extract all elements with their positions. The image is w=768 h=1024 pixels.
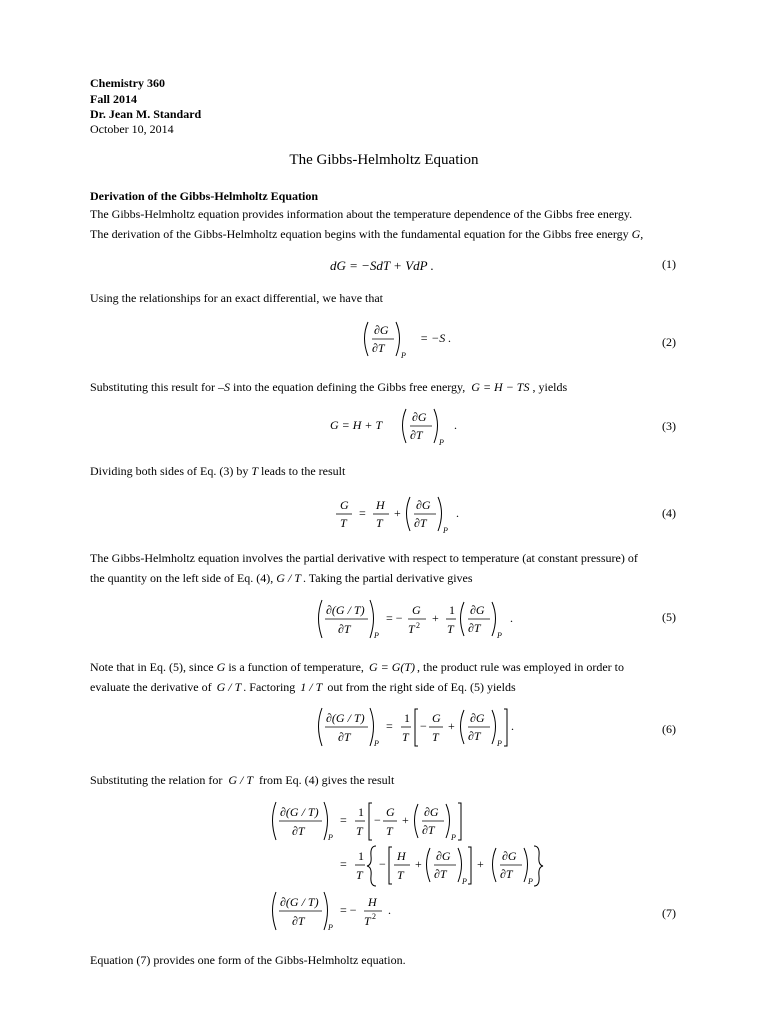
inline-equation-g-h-ts: G = H − TS: [471, 380, 530, 394]
svg-text:P: P: [443, 526, 448, 535]
svg-text:T: T: [376, 516, 383, 530]
svg-text:.: .: [388, 903, 391, 917]
svg-text:−: −: [420, 719, 427, 733]
svg-text:1: 1: [358, 849, 364, 863]
svg-text:T: T: [432, 730, 439, 744]
text-run: , the product rule was employed in order to: [417, 660, 624, 674]
equation-number-5: (5): [662, 610, 676, 624]
paragraph-6-line-1: [90, 657, 690, 677]
course-label: Chemistry 360: [90, 76, 165, 90]
paragraph-6: [90, 657, 690, 697]
svg-text:∂(G / T): ∂(G / T): [326, 711, 365, 725]
svg-text:∂T: ∂T: [468, 729, 481, 743]
svg-text:T: T: [386, 824, 393, 838]
text-run: Note that in Eq. (5), since: [90, 660, 217, 674]
svg-text:∂G: ∂G: [502, 849, 517, 863]
instructor-label: Dr. Jean M. Standard: [90, 107, 202, 121]
svg-text:P: P: [497, 631, 502, 640]
svg-text:G: G: [412, 603, 421, 617]
svg-text:G: G: [386, 805, 395, 819]
text-run: . Taking the partial derivative gives: [302, 571, 473, 585]
text-run: . Factoring: [243, 680, 299, 694]
inline-equation-g-over-t: G / T: [216, 680, 242, 694]
svg-text:=: =: [359, 506, 366, 520]
equation-7-rhs-sign: = −: [340, 903, 357, 917]
paragraph-1-line-2: [90, 224, 690, 244]
section-heading: Derivation of the Gibbs-Helmholtz Equation: [90, 189, 319, 203]
svg-text:∂T: ∂T: [414, 516, 427, 530]
svg-text:1: 1: [449, 603, 455, 617]
svg-text:T: T: [356, 824, 363, 838]
paragraph-1: [90, 204, 690, 244]
variable-s: S: [224, 380, 231, 394]
equation-7: [270, 800, 550, 940]
svg-text:P: P: [439, 438, 444, 447]
svg-text:∂T: ∂T: [338, 622, 351, 636]
svg-text:∂G: ∂G: [470, 711, 485, 725]
paragraph-4: [90, 461, 690, 481]
text-run: from Eq. (4) gives the result: [256, 773, 395, 787]
svg-text:∂T: ∂T: [338, 730, 351, 744]
paragraph-6-line-2: [90, 677, 690, 697]
svg-text:∂G: ∂G: [416, 498, 431, 512]
inline-equation-g-of-t: G = G(T): [368, 660, 416, 674]
svg-text:P: P: [328, 833, 333, 842]
equation-number-7: (7): [662, 906, 676, 920]
svg-text:G: G: [432, 711, 441, 725]
variable-t: T: [251, 464, 259, 478]
svg-text:.: .: [510, 611, 513, 625]
svg-text:∂G: ∂G: [412, 410, 427, 424]
text-run: Dividing both sides of Eq. (3) by: [90, 464, 252, 478]
svg-text:P: P: [374, 739, 379, 748]
svg-text:∂(G / T): ∂(G / T): [326, 603, 365, 617]
equation-4: [336, 493, 466, 539]
svg-text:P: P: [374, 631, 379, 640]
svg-text:+: +: [477, 857, 484, 871]
equation-3-lhs: G = H + T: [330, 418, 383, 432]
svg-text:P: P: [528, 877, 533, 886]
paragraph-7: [90, 770, 690, 790]
term-label: Fall 2014: [90, 92, 137, 106]
svg-text:P: P: [451, 833, 456, 842]
svg-text:∂G: ∂G: [436, 849, 451, 863]
svg-text:∂T: ∂T: [422, 823, 435, 837]
svg-text:G: G: [340, 498, 349, 512]
equation-5: [316, 598, 516, 644]
equation-6: [316, 706, 516, 752]
svg-text:2: 2: [416, 621, 420, 630]
svg-text:∂T: ∂T: [292, 914, 305, 928]
paragraph-5-line-1: The Gibbs-Helmholtz equation involves the partial derivative with respect to temperature (at constant pressure) of: [90, 551, 638, 565]
svg-text:−: −: [374, 813, 381, 827]
inline-equation-one-over-t: 1 / T: [300, 680, 323, 694]
svg-text:T: T: [356, 868, 363, 882]
svg-text:∂T: ∂T: [500, 867, 513, 881]
svg-text:+: +: [432, 611, 439, 625]
svg-text:H: H: [376, 498, 385, 512]
text-run: is a function of temperature,: [225, 660, 367, 674]
svg-text:= −: = −: [386, 611, 403, 625]
svg-text:∂G: ∂G: [424, 805, 439, 819]
inline-equation-g-over-t: G / T: [276, 571, 301, 585]
svg-text:P: P: [328, 923, 333, 932]
equation-number-6: (6): [662, 722, 676, 736]
svg-text:T: T: [447, 622, 454, 636]
svg-text:∂G: ∂G: [470, 603, 485, 617]
text-run: the quantity on the left side of Eq. (4),: [90, 571, 277, 585]
svg-text:P: P: [497, 739, 502, 748]
svg-text:∂T: ∂T: [292, 824, 305, 838]
svg-text:.: .: [454, 418, 457, 432]
svg-text:∂G: ∂G: [374, 323, 389, 337]
date-label: October 10, 2014: [90, 122, 174, 136]
paragraph-2: Using the relationships for an exact differential, we have that: [90, 291, 384, 305]
svg-text:+: +: [448, 719, 455, 733]
equation-3: [330, 405, 470, 451]
svg-text:T: T: [397, 868, 404, 882]
svg-text:T: T: [364, 914, 371, 928]
text-run: Substituting this result for –: [90, 380, 225, 394]
svg-text:T: T: [402, 730, 409, 744]
svg-text:.: .: [511, 719, 514, 733]
svg-text:∂T: ∂T: [372, 341, 385, 355]
svg-text:+: +: [415, 857, 422, 871]
svg-text:1: 1: [404, 711, 410, 725]
equation-2: [360, 318, 460, 364]
variable-g: G: [631, 227, 641, 241]
svg-text:H: H: [397, 849, 406, 863]
paragraph-3: [90, 377, 690, 397]
svg-text:∂(G / T): ∂(G / T): [280, 805, 319, 819]
paragraph-1-line-1: The Gibbs-Helmholtz equation provides information about the temperature dependence of the Gibbs free energy.: [90, 207, 633, 221]
svg-text:T: T: [340, 516, 347, 530]
svg-text:T: T: [408, 622, 415, 636]
equation-2-rhs: = −S .: [420, 331, 452, 345]
svg-text:=: =: [340, 857, 347, 871]
svg-text:∂T: ∂T: [468, 621, 481, 635]
svg-text:P: P: [462, 877, 467, 886]
svg-text:P: P: [401, 351, 406, 360]
equation-1: dG = −SdT + VdP .: [330, 258, 434, 273]
inline-equation-g-over-t: G / T: [228, 773, 254, 787]
svg-text:.: .: [456, 506, 459, 520]
svg-text:∂T: ∂T: [434, 867, 447, 881]
variable-g: G: [216, 660, 226, 674]
equation-number-3: (3): [662, 419, 676, 433]
paragraph-8: Equation (7) provides one form of the Gibbs-Helmholtz equation.: [90, 953, 406, 967]
svg-text:2: 2: [372, 912, 376, 921]
text-run: into the equation defining the Gibbs free energy,: [230, 380, 469, 394]
paragraph-5: [90, 548, 690, 588]
svg-text:∂T: ∂T: [410, 428, 423, 442]
equation-number-4: (4): [662, 506, 676, 520]
svg-text:∂(G / T): ∂(G / T): [280, 895, 319, 909]
text-run: ,: [640, 227, 644, 241]
text-run: out from the right side of Eq. (5) yields: [324, 680, 516, 694]
text-run: The derivation of the Gibbs-Helmholtz equation begins with the fundamental equation for the Gibbs free energy: [90, 227, 632, 241]
svg-text:H: H: [368, 895, 377, 909]
equation-number-1: (1): [662, 257, 676, 271]
svg-text:−: −: [379, 857, 386, 871]
document-title: The Gibbs-Helmholtz Equation: [289, 152, 479, 168]
text-run: , yields: [532, 380, 568, 394]
svg-text:+: +: [402, 813, 409, 827]
text-run: Substituting the relation for: [90, 773, 226, 787]
text-run: leads to the result: [258, 464, 346, 478]
svg-text:1: 1: [358, 805, 364, 819]
svg-text:+: +: [394, 506, 401, 520]
equation-number-2: (2): [662, 335, 676, 349]
paragraph-5-line-2: [90, 568, 690, 588]
svg-text:=: =: [386, 719, 393, 733]
svg-text:=: =: [340, 813, 347, 827]
text-run: evaluate the derivative of: [90, 680, 215, 694]
